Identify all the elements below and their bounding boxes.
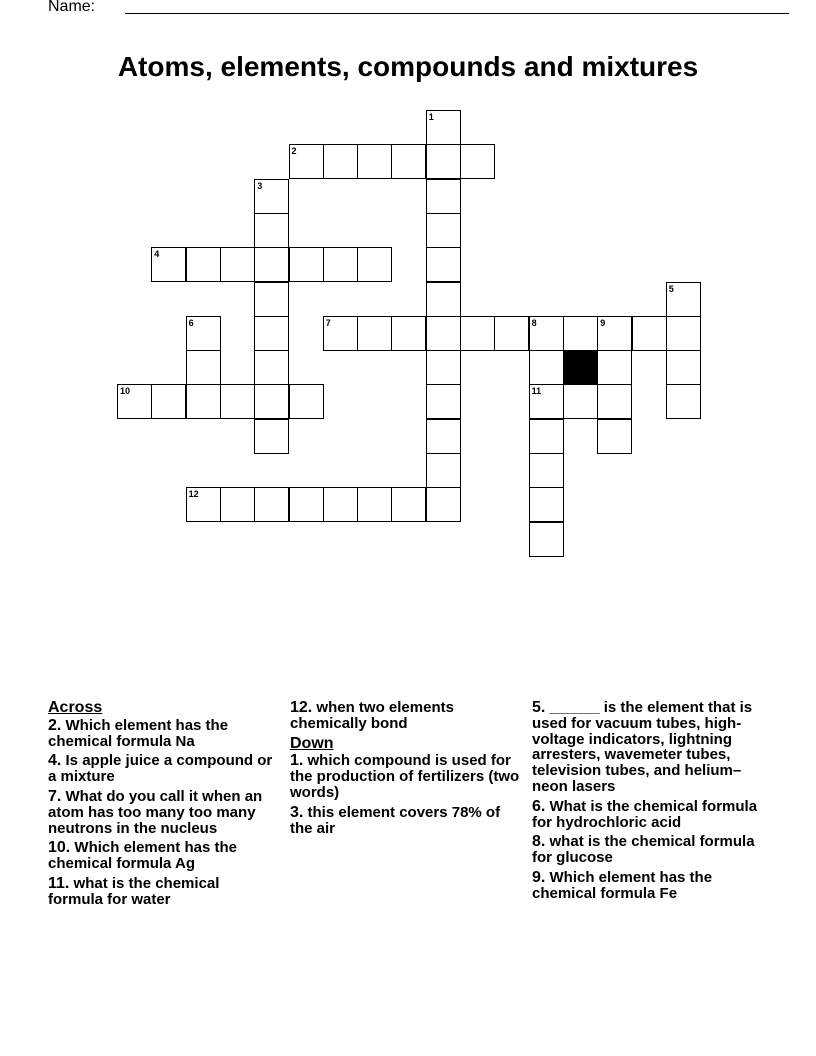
crossword-cell[interactable]: [426, 350, 461, 385]
crossword-cell[interactable]: [597, 419, 632, 454]
crossword-cell[interactable]: [529, 453, 564, 488]
crossword-cell[interactable]: [426, 384, 461, 419]
crossword-cell[interactable]: [289, 487, 324, 522]
crossword-cell[interactable]: [357, 144, 392, 179]
clue-across-7: 7. What do you call it when an atom has too many too many neutrons in the nucleus: [48, 787, 263, 837]
clue-across-10: 10. Which element has the chemical formula Ag: [48, 839, 237, 873]
clue-down-3: 3. this element covers 78% of the air: [290, 803, 501, 837]
crossword-cell[interactable]: [323, 247, 358, 282]
clue-number-label: 8: [531, 317, 537, 328]
crossword-cell[interactable]: [426, 144, 461, 179]
clue-across-2: 2. Which element has the chemical formula Na: [48, 716, 229, 750]
clue-down-6: 6. What is the chemical formula for hydrochloric acid: [532, 797, 758, 831]
clues-column-1: [48, 700, 278, 912]
crossword-cell[interactable]: [666, 384, 701, 419]
crossword-cell[interactable]: [289, 144, 324, 179]
clue-number-label: 7: [325, 317, 331, 328]
crossword-cell[interactable]: [563, 384, 598, 419]
crossword-cell[interactable]: [254, 247, 289, 282]
crossword-cell[interactable]: [254, 179, 289, 214]
crossword-cell[interactable]: [529, 487, 564, 522]
clues-column-3: [532, 700, 762, 906]
crossword-cell[interactable]: [151, 247, 186, 282]
crossword-cell[interactable]: [426, 213, 461, 248]
clue-number-label: 4: [154, 249, 160, 260]
crossword-cell[interactable]: [391, 144, 426, 179]
crossword-cell[interactable]: [632, 316, 667, 351]
crossword-cell[interactable]: [529, 350, 564, 385]
crossword-cell[interactable]: [254, 419, 289, 454]
clue-down-1: 1. which compound is used for the production of fertilizers (two words): [290, 752, 520, 801]
crossword-cell[interactable]: [529, 522, 564, 557]
crossword-cell[interactable]: [529, 316, 564, 351]
crossword-cell[interactable]: [186, 487, 221, 522]
crossword-cell[interactable]: [494, 316, 529, 351]
clue-down-9: 9. Which element has the chemical formula Fe: [532, 868, 713, 902]
crossword-cell[interactable]: [357, 247, 392, 282]
crossword-cell[interactable]: [254, 282, 289, 317]
crossword-cell[interactable]: [254, 213, 289, 248]
crossword-cell[interactable]: [529, 419, 564, 454]
crossword-cell[interactable]: [289, 247, 324, 282]
clue-number-label: 10: [120, 386, 131, 397]
crossword-cell[interactable]: [426, 282, 461, 317]
clue-down-5: 5. ______ is the element that is used for vacuum tubes, high-voltage indicators, lightning arresters, wavemeter tubes, television tubes, and helium–neon lasers: [532, 699, 753, 795]
crossword-cell[interactable]: [220, 247, 255, 282]
clue-across-12: 12. when two elements chemically bond: [290, 699, 454, 732]
crossword-cell[interactable]: [426, 110, 461, 145]
crossword-cell[interactable]: [426, 179, 461, 214]
page-title: Atoms, elements, compounds and mixtures: [117, 51, 699, 82]
crossword-cell[interactable]: [186, 316, 221, 351]
clue-number-label: 5: [668, 283, 674, 294]
crossword-cell[interactable]: [186, 384, 221, 419]
crossword-cell[interactable]: [151, 384, 186, 419]
across-heading: Across: [48, 699, 103, 716]
crossword-cell[interactable]: [460, 316, 495, 351]
crossword-cell[interactable]: [426, 316, 461, 351]
crossword-cell[interactable]: [460, 144, 495, 179]
clue-down-8: 8. what is the chemical formula for glucose: [532, 833, 755, 867]
crossword-cell[interactable]: [666, 282, 701, 317]
crossword-cell[interactable]: [254, 384, 289, 419]
down-heading: Down: [290, 734, 334, 752]
crossword-cell[interactable]: [323, 316, 358, 351]
crossword-cell[interactable]: [186, 350, 221, 385]
clues-column-2: [290, 700, 526, 840]
crossword-cell[interactable]: [426, 419, 461, 454]
clue-number-label: 11: [531, 386, 542, 397]
crossword-cell[interactable]: [391, 316, 426, 351]
crossword-cell[interactable]: [391, 487, 426, 522]
crossword-cell[interactable]: [426, 453, 461, 488]
crossword-cell[interactable]: [186, 247, 221, 282]
crossword-cell[interactable]: [357, 487, 392, 522]
crossword-cell[interactable]: [666, 350, 701, 385]
crossword-cell[interactable]: [117, 384, 152, 419]
name-label: Name:: [48, 0, 96, 15]
crossword-cell[interactable]: [254, 316, 289, 351]
clue-number-label: 1: [428, 112, 434, 122]
crossword-cell[interactable]: [323, 144, 358, 179]
crossword-cell[interactable]: [254, 350, 289, 385]
crossword-black-cell: [563, 350, 598, 385]
crossword-cell[interactable]: [597, 316, 632, 351]
crossword-cell[interactable]: [597, 384, 632, 419]
crossword-cell[interactable]: [220, 384, 255, 419]
clue-number-label: 9: [600, 317, 606, 328]
crossword-cell[interactable]: [426, 487, 461, 522]
clue-across-4: 4. Is apple juice a compound or a mixture: [48, 752, 273, 786]
crossword-cell[interactable]: [666, 316, 701, 351]
crossword-cell[interactable]: [289, 384, 324, 419]
clue-number-label: 3: [257, 180, 263, 191]
crossword-cell[interactable]: [426, 247, 461, 282]
crossword-cell[interactable]: [563, 316, 598, 351]
crossword-cell[interactable]: [254, 487, 289, 522]
crossword-cell[interactable]: [529, 384, 564, 419]
crossword-cell[interactable]: [357, 316, 392, 351]
clue-across-11: 11. what is the chemical formula for water: [48, 874, 220, 908]
crossword-cell[interactable]: [323, 487, 358, 522]
crossword-cell[interactable]: [597, 350, 632, 385]
clue-number-label: 6: [188, 317, 194, 328]
crossword-cell[interactable]: [220, 487, 255, 522]
clue-number-label: 12: [188, 489, 199, 500]
clue-number-label: 2: [291, 146, 297, 157]
